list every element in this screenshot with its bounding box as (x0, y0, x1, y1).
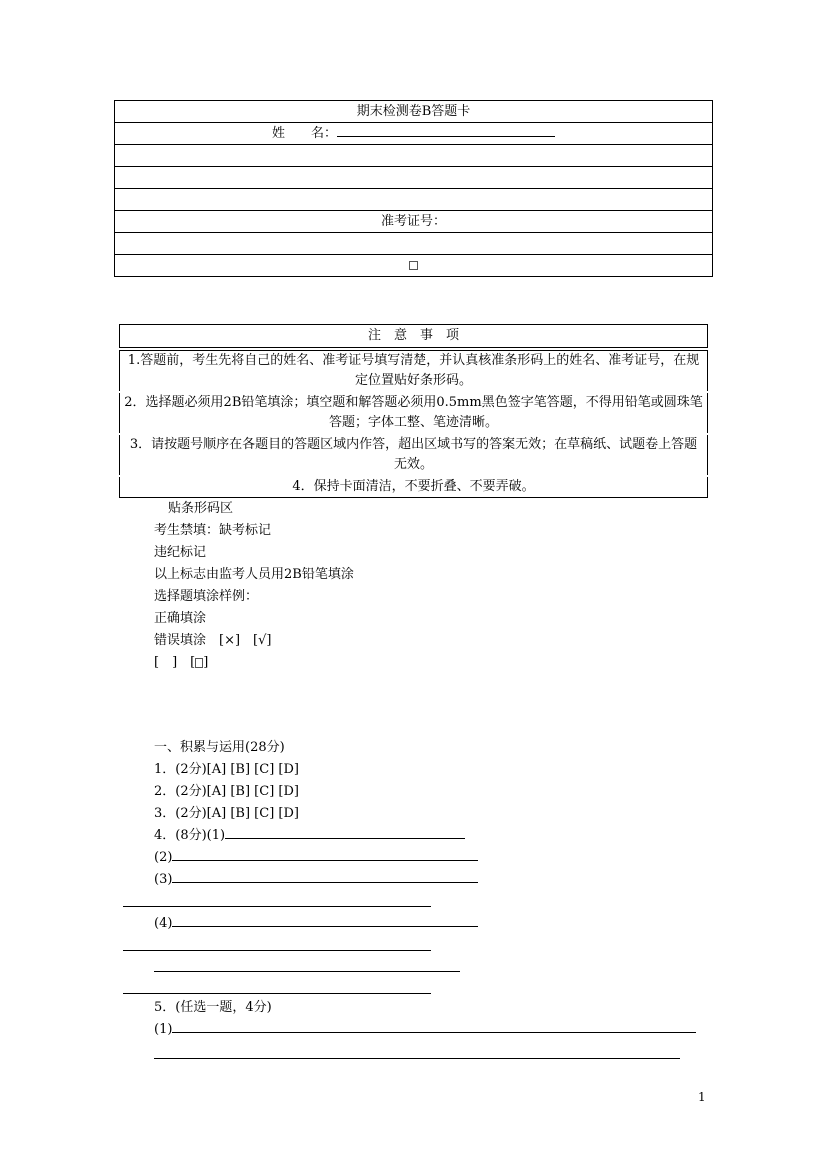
violation-mark-label: 违纪标记 (154, 545, 207, 560)
proctor-note: 以上标志由监考人员用2B铅笔填涂 (154, 567, 354, 582)
question-4-label: 4．(8分)(1) (154, 828, 226, 843)
wrong-fill-row-2 (154, 653, 208, 673)
question-4-3 (154, 870, 478, 890)
question-5-1 (154, 1020, 696, 1040)
question-5: 5．(任选一题，4分) (154, 1000, 272, 1015)
exam-id-field[interactable] (115, 233, 713, 255)
name-label: 姓 名： (271, 126, 337, 141)
wrong-fill-a: [ ] [ (154, 655, 196, 670)
name-field[interactable] (337, 124, 555, 137)
answer-line[interactable] (225, 826, 465, 839)
answer-line[interactable] (123, 993, 431, 994)
answer-line[interactable] (123, 906, 431, 907)
question-1[interactable]: 1．(2分)[A] [B] [C] [D] (154, 762, 299, 777)
absent-mark-label: 考生禁填：缺考标记 (154, 523, 272, 538)
question-4-4 (154, 914, 478, 934)
question-4 (154, 826, 465, 846)
answer-card-table (114, 100, 713, 277)
answer-line[interactable] (172, 848, 478, 861)
answer-line[interactable] (172, 870, 478, 883)
wrong-fill-b: ] (203, 655, 209, 670)
blank-row (115, 145, 713, 167)
exam-id-label: 准考证号： (115, 211, 713, 233)
answer-line[interactable] (123, 950, 431, 951)
question-3[interactable]: 3．(2分)[A] [B] [C] [D] (154, 806, 299, 821)
blank-row (115, 189, 713, 211)
notes-item-1: 1.答题前，考生先将自己的姓名、准考证号填写清楚，并认真核准条形码上的姓名、准考证号，在规定位置贴好条形码。 (119, 350, 708, 391)
notes-header: 注 意 事 项 (119, 324, 708, 348)
blank-row (115, 167, 713, 189)
notes-item-2: 2．选择题必须用2B铅笔填涂；填空题和解答题必须用0.5mm黑色签字笔答题，不得用铅笔或圆珠笔答题；字体工整、笔迹清晰。 (119, 393, 708, 433)
name-row (115, 123, 713, 145)
correct-fill-label: 正确填涂 (154, 611, 207, 626)
question-4-2 (154, 848, 478, 868)
notes-item-4: 4．保持卡面清洁，不要折叠、不要弄破。 (119, 477, 708, 498)
card-title: 期末检测卷B答题卡 (115, 101, 713, 123)
barcode-area-label: 贴条形码区 (168, 501, 234, 516)
section1-title: 一、积累与运用(28分) (154, 740, 285, 755)
answer-line[interactable] (172, 914, 478, 927)
barcode-box-row (115, 255, 713, 277)
square-icon (409, 261, 418, 270)
question-4-3-label: (3) (154, 872, 173, 887)
notes-table (117, 322, 710, 500)
question-4-2-label: (2) (154, 850, 173, 865)
answer-line[interactable] (154, 971, 460, 972)
answer-line[interactable] (154, 1058, 680, 1059)
page-number: 1 (698, 1090, 706, 1104)
question-4-4-label: (4) (154, 916, 173, 931)
answer-line[interactable] (172, 1020, 696, 1033)
notes-item-3: 3．请按题号顺序在各题目的答题区域内作答，超出区域书写的答案无效；在草稿纸、试题卷上答题无效。 (119, 435, 708, 475)
wrong-fill-label: 错误填涂 [×] [√] (154, 633, 272, 648)
question-2[interactable]: 2．(2分)[A] [B] [C] [D] (154, 784, 299, 799)
sample-title: 选择题填涂样例： (154, 589, 259, 604)
question-5-1-label: (1) (154, 1022, 173, 1037)
